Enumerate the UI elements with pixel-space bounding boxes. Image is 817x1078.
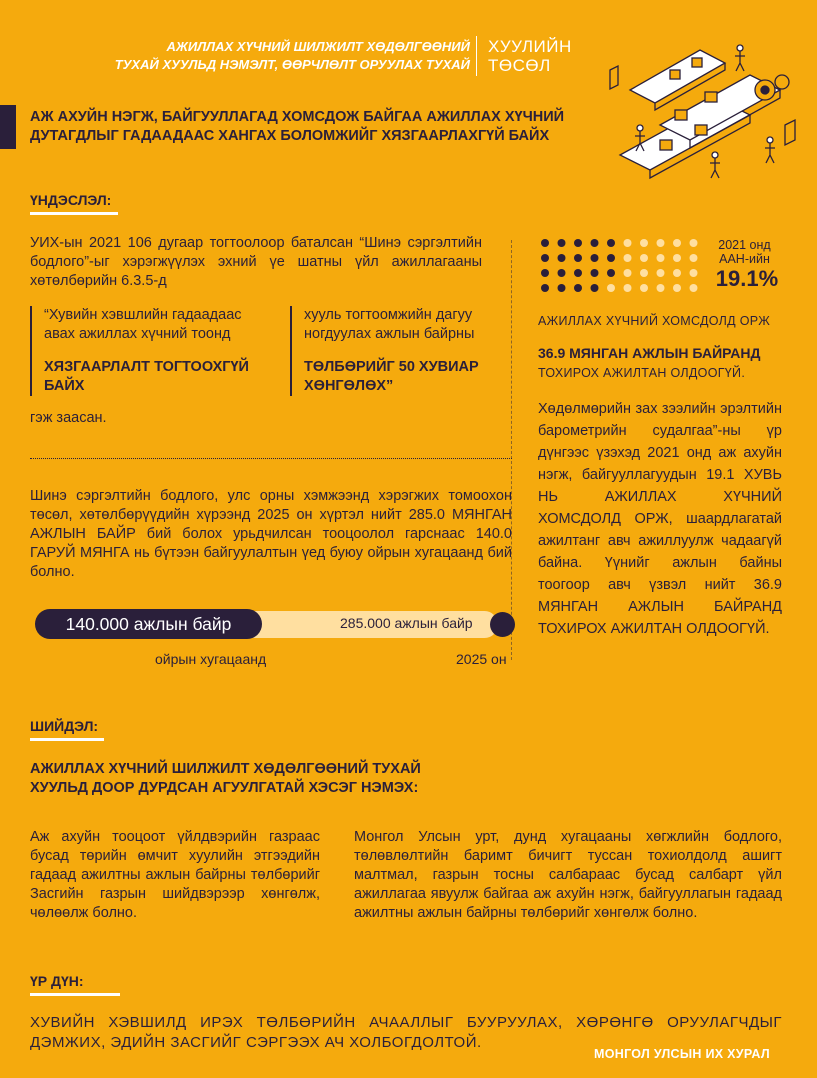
main-heading [30, 108, 590, 146]
dot [657, 239, 665, 247]
dot [673, 269, 681, 277]
header-title-line1: АЖИЛЛАХ ХҮЧНИЙ ШИЛЖИЛТ ХӨДӨЛГӨӨНИЙ [166, 39, 470, 54]
factory-assembly-line-icon [600, 30, 805, 190]
result-text: ХУВИЙН ХЭВШИЛД ИРЭХ ТӨЛБӨРИЙН АЧААЛЛЫГ БУУРУУЛАХ, ХӨРӨНГӨ ОРУУЛАГЧДЫГ ДЭМЖИХ, ЭДИЙН ЗАСГИЙГ СЭРГЭЭХ АЧ ХОЛБОГДОЛТОЙ. [30, 1014, 782, 1051]
doc-type-line2: ТӨСӨЛ [488, 56, 551, 75]
dot [541, 269, 549, 277]
basis-intro: УИХ-ын 2021 106 дугаар тогтоолоор баталсан “Шинэ сэргэлтийн бодлого”-ыг хэрэгжүүлэх эхний үе шатны үйл ажиллагааны хөтөлбөрийн 6.3.5-д [30, 235, 482, 289]
stat-label-line2: ААН-ийн [719, 252, 770, 266]
progress-fill: 140.000 ажлын байр [35, 609, 262, 639]
dot-matrix [540, 238, 710, 298]
dot [657, 284, 665, 292]
section-basis-underline [30, 212, 118, 215]
dot [673, 254, 681, 262]
dot [591, 269, 599, 277]
dot [574, 269, 582, 277]
stat-label [712, 238, 777, 266]
header-divider [476, 36, 477, 76]
dot [690, 269, 698, 277]
solution-left: Аж ахуйн тооцоот үйлдвэрийн газраас бусад төрийн өмчит хуулийн этгээдийн гадаад ажилтны ажлын байрны төлбөрийг Засгийн газрын шийдвэрээр хөнгөлж, чөлөөлж болно. [30, 829, 320, 921]
footer-organization: МОНГОЛ УЛСЫН ИХ ХУРАЛ [594, 1047, 770, 1061]
solution-heading-line2: ХУУЛЬД ДООР ДУРДСАН АГУУЛГАТАЙ ХЭСЭГ НЭМЭХ: [30, 780, 419, 796]
progress-total-label: 285.000 ажлын байр [340, 615, 473, 631]
doc-type-line1: ХУУЛИЙН [488, 37, 572, 56]
stat-paragraph: Хөдөлмөрийн зах зээлийн эрэлтийн барометрийн судалгаа”-ны үр дүнгээс үзэхэд 2021 онд аж ахуйн нэгж, байгууллагуудын 19.1 ХУВЬ НЬ АЖИЛЛАХ ХҮЧНИЙ ХОМСДОЛД ОРЖ, шаардлагатай ажилтанг авч ажиллуулж чадаагүй байна. Үүнийг ажлын байны тоогоор авч үзвэл нийт 36.9 МЯНГАН АЖЛЫН БАЙРАНД ТОХИРОХ АЖИЛТАН ОЛДООГҮЙ. [538, 401, 782, 637]
stat-label-line1: 2021 онд [718, 238, 771, 252]
dot [607, 269, 615, 277]
section-result [30, 973, 120, 996]
section-solution-underline [30, 738, 104, 741]
section-basis-label: ҮНДЭСЛЭЛ: [30, 192, 112, 208]
solution-heading-line1: АЖИЛЛАХ ХҮЧНИЙ ШИЛЖИЛТ ХӨДӨЛГӨӨНИЙ ТУХАЙ [30, 761, 421, 777]
dot [574, 254, 582, 262]
dot [657, 254, 665, 262]
quote-left [30, 306, 270, 396]
section-result-underline [30, 993, 120, 996]
dot [640, 254, 648, 262]
dot [657, 269, 665, 277]
dot [690, 239, 698, 247]
main-heading-line2: ДУТАГДЛЫГ ГАДААДААС ХАНГАХ БОЛОМЖИЙГ ХЯЗГААРЛАХГҮЙ БАЙХ [30, 128, 550, 144]
quote-right [290, 306, 530, 396]
dot [607, 254, 615, 262]
dot [624, 254, 632, 262]
dot [558, 284, 566, 292]
dot [607, 239, 615, 247]
dot [558, 239, 566, 247]
dot [574, 239, 582, 247]
dot [591, 284, 599, 292]
quote-left-text: “Хувийн хэвшлийн гадаадаас авах ажиллах хүчний тоонд [44, 307, 242, 342]
stat-value: 19.1% [715, 266, 779, 291]
section-solution-label: ШИЙДЭЛ: [30, 718, 99, 734]
dot [673, 239, 681, 247]
dot [541, 254, 549, 262]
solution-right: Монгол Улсын урт, дунд хугацааны хөгжлийн бодлого, төлөвлөлтийн баримт бичигт туссан тохиолдолд ашигт малтмал, газрын тосны салбараас бусад салбарт үйл ажиллагаа явуулж байгаа аж ахуйн нэгж, байгууллагын гадаад ажилтны ажлын байрны төлбөрийг хөнгөлж болно. [354, 829, 782, 921]
dot [640, 269, 648, 277]
quote-left-strong: ХЯЗГААРЛАЛТ ТОГТООХГҮЙ БАЙХ [44, 359, 249, 394]
stat-strong: 36.9 МЯНГАН АЖЛЫН БАЙРАНД [538, 345, 761, 361]
section-result-label: ҮР ДҮН: [30, 973, 84, 989]
dot [558, 254, 566, 262]
dot [624, 284, 632, 292]
quote-right-text: хууль тогтоомжийн дагуу ногдуулах ажлын байрны [304, 307, 475, 342]
dot [640, 284, 648, 292]
stat-caption: АЖИЛЛАХ ХҮЧНИЙ ХОМСДОЛД ОРЖ [538, 314, 771, 328]
dot [624, 239, 632, 247]
dot [690, 254, 698, 262]
column-divider [511, 240, 512, 660]
dot [607, 284, 615, 292]
section-basis [30, 192, 118, 215]
stat-sub: ТОХИРОХ АЖИЛТАН ОЛДООГҮЙ. [538, 366, 746, 380]
progress-caption-short: ойрын хугацаанд [155, 651, 267, 667]
said-text: гэж заасан. [30, 410, 107, 426]
solution-heading [30, 760, 550, 798]
dot [591, 254, 599, 262]
header-title-line2: ТУХАЙ ХУУЛЬД НЭМЭЛТ, ӨӨРЧЛӨЛТ ОРУУЛАХ ТУХАЙ [114, 57, 470, 72]
dot [541, 284, 549, 292]
dot [591, 239, 599, 247]
dot [558, 269, 566, 277]
doc-type [488, 37, 572, 75]
quote-right-strong: ТӨЛБӨРИЙГ 50 ХУВИАР ХӨНГӨЛӨХ” [304, 359, 479, 394]
dot [624, 269, 632, 277]
dot [640, 239, 648, 247]
dot [690, 284, 698, 292]
policy-paragraph: Шинэ сэргэлтийн бодлого, улс орны хэмжээнд хэрэгжих томоохон төсөл, хөтөлбөрүүдийн хүрээнд 2025 он хүртэл нийт 285.0 МЯНГАН АЖЛЫН БАЙР бий болох урьдчилсан тооцоолол гарснаас 140.0 ГАРУЙ МЯНГА нь бүтээн байгуулалтын үед буюу ойрын хугацаанд бий болно. [30, 488, 512, 580]
header-title [110, 38, 470, 74]
dotted-divider [30, 458, 512, 459]
main-heading-line1: АЖ АХУЙН НЭГЖ, БАЙГУУЛЛАГАД ХОМСДОЖ БАЙГАА АЖИЛЛАХ ХҮЧНИЙ [30, 109, 565, 125]
section-solution [30, 718, 104, 741]
dot [541, 239, 549, 247]
heading-accent-bar [0, 105, 16, 149]
dot [673, 284, 681, 292]
progress-caption-long: 2025 он [456, 651, 507, 667]
dot [574, 284, 582, 292]
